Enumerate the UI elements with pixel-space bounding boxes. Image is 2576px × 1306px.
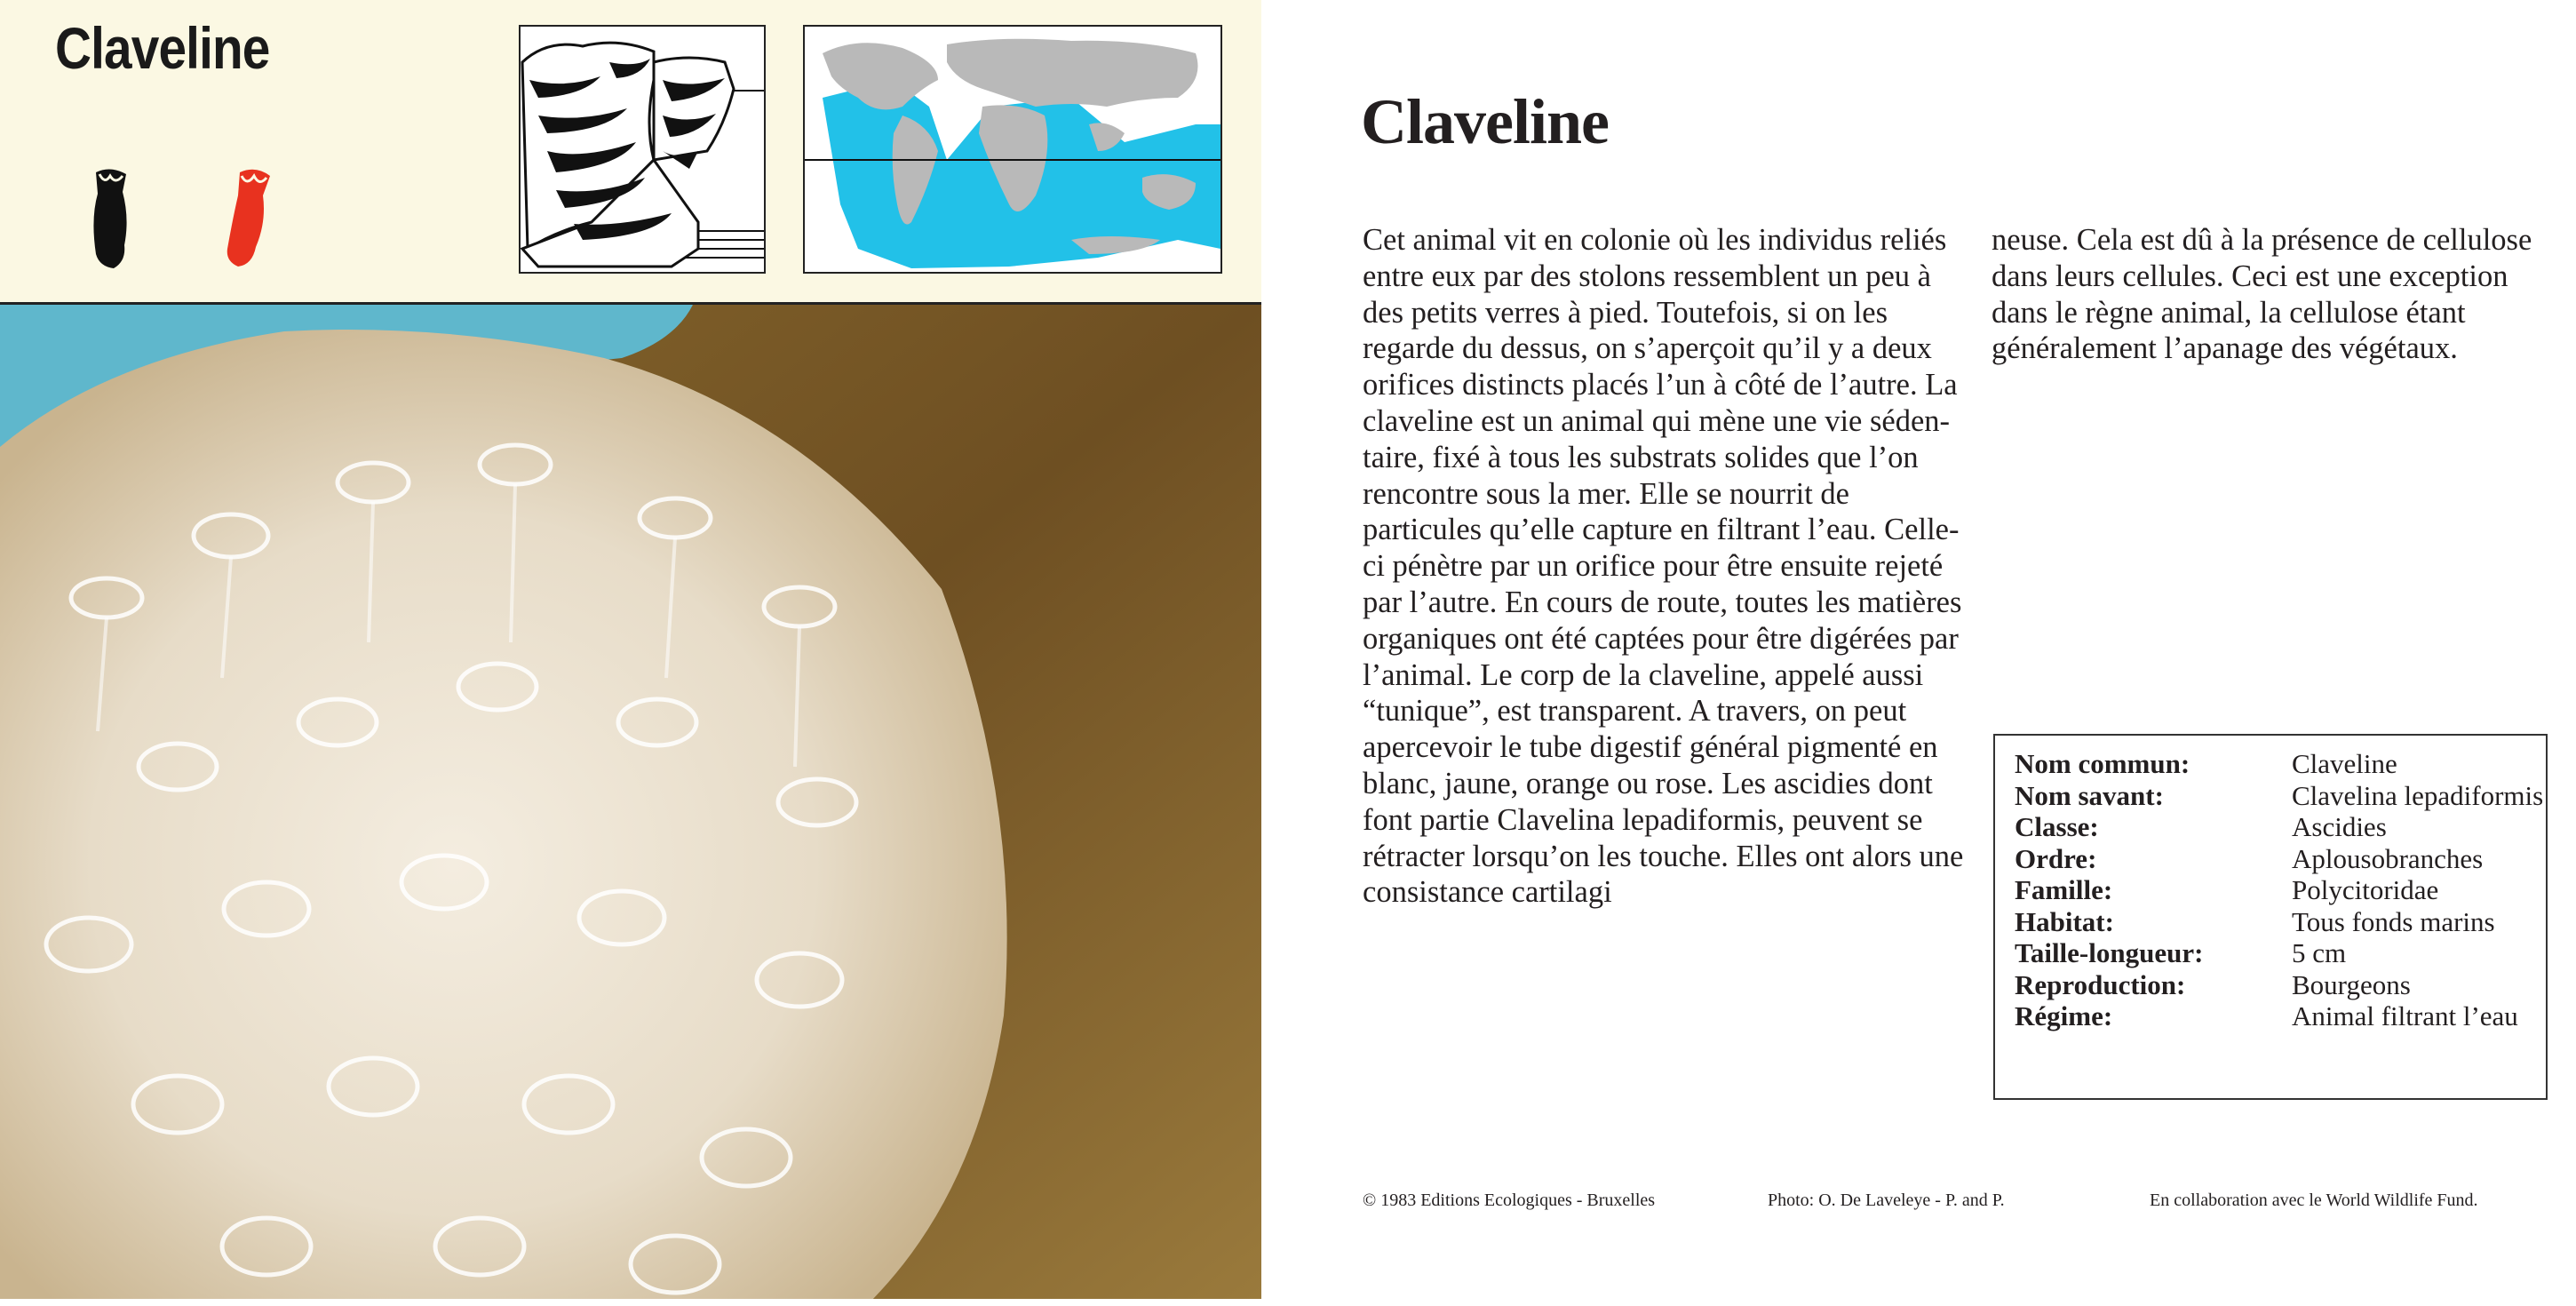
fact-row: [1995, 843, 2546, 875]
fact-row: [1995, 780, 2546, 812]
fact-sheet: [1993, 734, 2548, 1100]
fact-value: Animal filtrant l’eau: [2292, 1000, 2518, 1031]
description-column-1: Cet animal vit en colonie où les individus reliés entre eux par des stolons ressemblent un peu à des petits verres à pied. Toutefois, si on les regarde du dessus, on s’aperçoit qu’il y a deux orifices distincts placés l’un à côté de l’autre. La claveline est un animal qui mène une vie sédentaire, fixé à tous les substrats solides que l’on rencontre sous la mer. Elle se nourrit de particules qu’elle capture en filtrant l’eau. Celle-ci pénètre par un orifice pour être ensuite rejeté par l’autre. En cours de route, toutes les matières organiques ont été captées pour être digérées par l’animal. Le corp de la claveline, appelé aussi “tunique”, est transparent. A travers, on peut apercevoir le tube digestif général pigmenté en blanc, jaune, orange ou rose. Les ascidies dont font partie Clavelina lepadiformis, peuvent se rétracter lorsqu’on les touche. Elles ont alors une consistance cartilagi: [1363, 223, 1964, 910]
habitat-pictogram: [519, 25, 766, 274]
description-column-2: neuse. Cela est dû à la présence de cellulose dans leurs cellules. Ceci est une exception dans le règne animal, la cellulose étant généralement l’apanage des végétaux.: [1992, 223, 2532, 366]
fact-label: Ordre:: [2015, 842, 2097, 874]
fact-label: Régime:: [2015, 1000, 2113, 1031]
distribution-map: [803, 25, 1222, 274]
fact-label: Nom commun:: [2015, 748, 2190, 779]
card-title: Claveline: [55, 15, 270, 81]
fact-label: Taille-longueur:: [2015, 937, 2204, 968]
red-tube-icon: [220, 165, 274, 270]
world-distribution-map: [805, 27, 1220, 272]
fact-label: Habitat:: [2015, 905, 2114, 937]
collaboration-note: En collaboration avec le World Wildlife Fund.: [2150, 1191, 2478, 1210]
species-card-back: [1315, 0, 2576, 1306]
fact-value: Bourgeons: [2292, 968, 2411, 1000]
fact-label: Famille:: [2015, 874, 2113, 905]
fact-label: Nom savant:: [2015, 779, 2164, 811]
fact-value: Clavelina lepadiformis: [2292, 779, 2544, 811]
fact-row: [1995, 748, 2546, 780]
species-card-front: [0, 0, 1261, 1299]
black-tube-icon: [87, 165, 133, 270]
fact-row: [1995, 811, 2546, 843]
rocky-coast-icon: [521, 27, 764, 272]
fact-value: Polycitoridae: [2292, 874, 2439, 905]
info-title: Claveline: [1361, 86, 1609, 157]
fact-value: Aplousobranches: [2292, 842, 2484, 874]
fact-row: [1995, 874, 2546, 906]
colony-photo-illustration: [0, 305, 1261, 1299]
fact-row: [1995, 906, 2546, 938]
claveline-photo: [0, 302, 1261, 1299]
fact-row: [1995, 937, 2546, 969]
fact-value: Claveline: [2292, 748, 2397, 779]
fact-label: Reproduction:: [2015, 968, 2186, 1000]
fact-value: Tous fonds marins: [2292, 905, 2495, 937]
fact-row: [1995, 1000, 2546, 1032]
fact-value: Ascidies: [2292, 811, 2387, 842]
copyright-text: © 1983 Editions Ecologiques - Bruxelles: [1363, 1191, 1656, 1210]
fact-row: [1995, 969, 2546, 1001]
fact-value: 5 cm: [2292, 937, 2347, 968]
photo-credit: Photo: O. De Laveleye - P. and P.: [1768, 1191, 2005, 1210]
fact-label: Classe:: [2015, 811, 2099, 842]
